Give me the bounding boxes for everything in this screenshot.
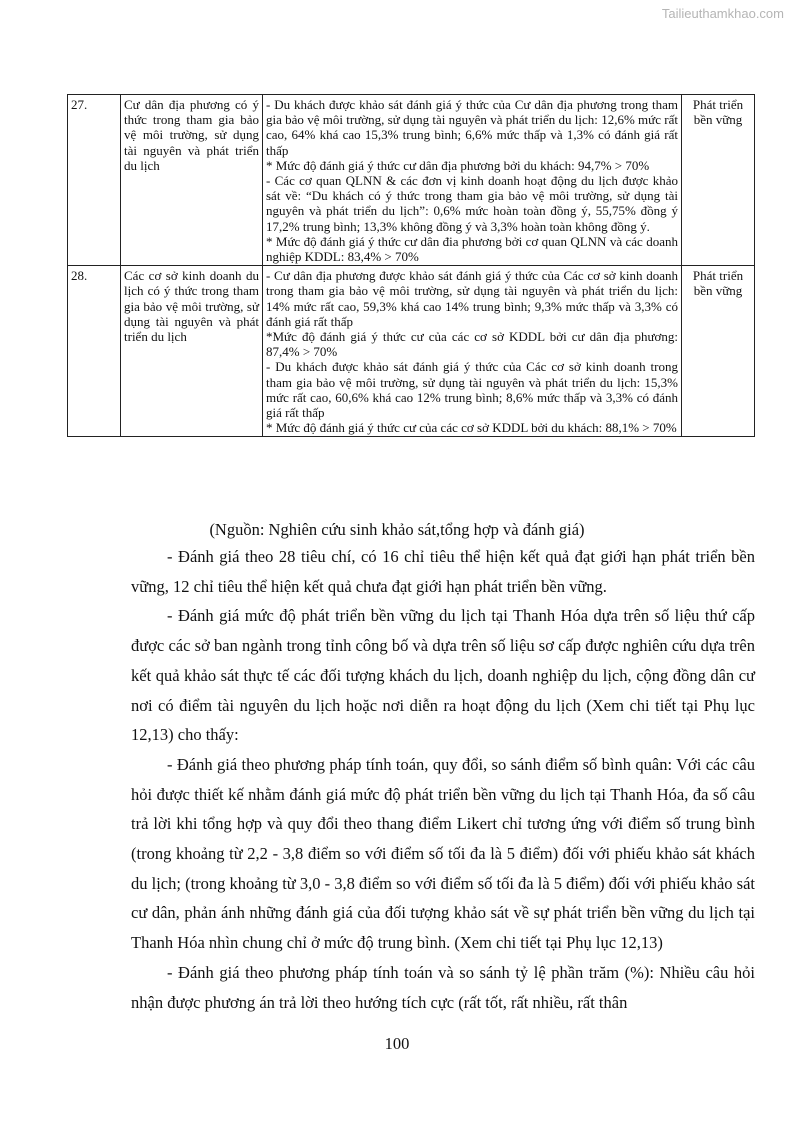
row-number: 27. bbox=[68, 95, 121, 266]
table-row bbox=[68, 266, 755, 437]
result-cell: Phát triển bền vững bbox=[682, 266, 755, 437]
assessment-cell bbox=[263, 266, 682, 437]
assessment-line: - Du khách được khảo sát đánh giá ý thức của Các cơ sở kinh doanh trong tham gia bảo vệ môi trường, sử dụng tài nguyên và phát triển du lịch: 15,3% mức rất cao, 60,6% khá cao 12% trung bình; 8,6% mức thấp và 3,3% có đánh giá rất thấp bbox=[266, 359, 678, 421]
assessment-line: *Mức độ đánh giá ý thức cư của các cơ sở KDDL bởi cư dân địa phương: 87,4% > 70% bbox=[266, 329, 678, 360]
assessment-line: - Du khách được khảo sát đánh giá ý thức của Cư dân địa phương trong tham gia bảo vệ môi trường, sử dụng tài nguyên và phát triển du lịch: 12,6% mức rất cao, 64% khá cao 15,3% trung bình; 6,6% mức thấp và 1,3% có đánh giá rất thấp bbox=[266, 97, 678, 158]
assessment-line: - Các cơ quan QLNN & các đơn vị kinh doanh hoạt động du lịch được khảo sát về: “Du khách có ý thức trong tham gia bảo vệ môi trường, sử dụng tài nguyên và phát triển du lịch”: 0,6% mức hoàn toàn đồng ý, 55,75% đồng ý 17,2% trung bình; 13,3% không đồng ý và 3,3% hoàn toàn không đồng ý. bbox=[266, 173, 678, 234]
body-text bbox=[131, 542, 755, 1017]
criterion-cell: Các cơ sở kinh doanh du lịch có ý thức trong tham gia bảo vệ môi trường, sử dụng tài nguyên và phát triển du lịch bbox=[121, 266, 263, 437]
source-note: (Nguồn: Nghiên cứu sinh khảo sát,tổng hợp và đánh giá) bbox=[209, 520, 585, 539]
paragraph: - Đánh giá theo 28 tiêu chí, có 16 chỉ tiêu thể hiện kết quả đạt giới hạn phát triển bền vững, 12 chỉ tiêu thể hiện kết quả chưa đạt giới hạn phát triển bền vững. bbox=[131, 547, 755, 596]
result-cell: Phát triển bền vững bbox=[682, 95, 755, 266]
page-number: 100 bbox=[384, 1034, 410, 1053]
assessment-line: * Mức độ đánh giá ý thức cư của các cơ sở KDDL bởi du khách: 88,1% > 70% bbox=[266, 420, 677, 436]
assessment-cell bbox=[263, 95, 682, 266]
criteria-table bbox=[67, 94, 755, 437]
table-row bbox=[68, 95, 755, 266]
paragraph: - Đánh giá mức độ phát triển bền vững du lịch tại Thanh Hóa dựa trên số liệu thứ cấp được các sở ban ngành trong tỉnh công bố và dựa trên số liệu sơ cấp được nghiên cứu dựa trên kết quả khảo sát thực tế các đối tượng khách du lịch, doanh nghiệp du lịch, cộng đồng dân cư nơi có điểm tài nguyên du lịch hoặc nơi diễn ra hoạt động du lịch (Xem chi tiết tại Phụ lục 12,13) cho thấy: bbox=[131, 606, 755, 745]
criterion-cell: Cư dân địa phương có ý thức trong tham gia bảo vệ môi trường, sử dụng tài nguyên và phát triển du lịch bbox=[121, 95, 263, 266]
watermark: Tailieuthamkhao.com bbox=[661, 6, 784, 21]
paragraph: - Đánh giá theo phương pháp tính toán, quy đổi, so sánh điểm số bình quân: Với các câu hỏi được thiết kế nhằm đánh giá mức độ phát triển bền vững du lịch tại Thanh Hóa, đa số câu trả lời khi tổng hợp và quy đổi theo thang điểm Likert chỉ tương ứng với điểm số trung bình (trong khoảng từ 2,2 - 3,8 điểm so với điểm số tối đa là 5 điểm) đối với phiếu khảo sát khách du lịch; (trong khoảng từ 3,0 - 3,8 điểm so với điểm số tối đa là 5 điểm) đối với phiếu khảo sát cư dân, phản ánh những đánh giá của đối tượng khảo sát về sự phát triển bền vững du lịch tại Thanh Hóa nhìn chung chỉ ở mức độ trung bình. (Xem chi tiết tại Phụ lục 12,13) bbox=[131, 754, 755, 953]
assessment-line: * Mức độ đánh giá ý thức cư dân địa phương bởi du khách: 94,7% > 70% bbox=[266, 157, 650, 173]
assessment-line: * Mức độ đánh giá ý thức cư dân đia phương bởi cơ quan QLNN và các doanh nghiệp KDDL: 83,4% > 70% bbox=[266, 233, 678, 265]
assessment-line: - Cư dân địa phương được khảo sát đánh giá ý thức của Các cơ sở kinh doanh trong tham gia bảo vệ môi trường, sử dụng tài nguyên và phát triển du lịch: 14% mức rất cao, 59,3% khá cao 14% trung bình; 9,3% mức thấp và 3,3% có đánh giá rất thấp bbox=[266, 268, 678, 329]
paragraph: - Đánh giá theo phương pháp tính toán và so sánh tỷ lệ phần trăm (%): Nhiều câu hỏi nhận được phương án trả lời theo hướng tích cực (rất tốt, rất nhiều, rất thân bbox=[131, 962, 755, 1012]
row-number: 28. bbox=[68, 266, 121, 437]
